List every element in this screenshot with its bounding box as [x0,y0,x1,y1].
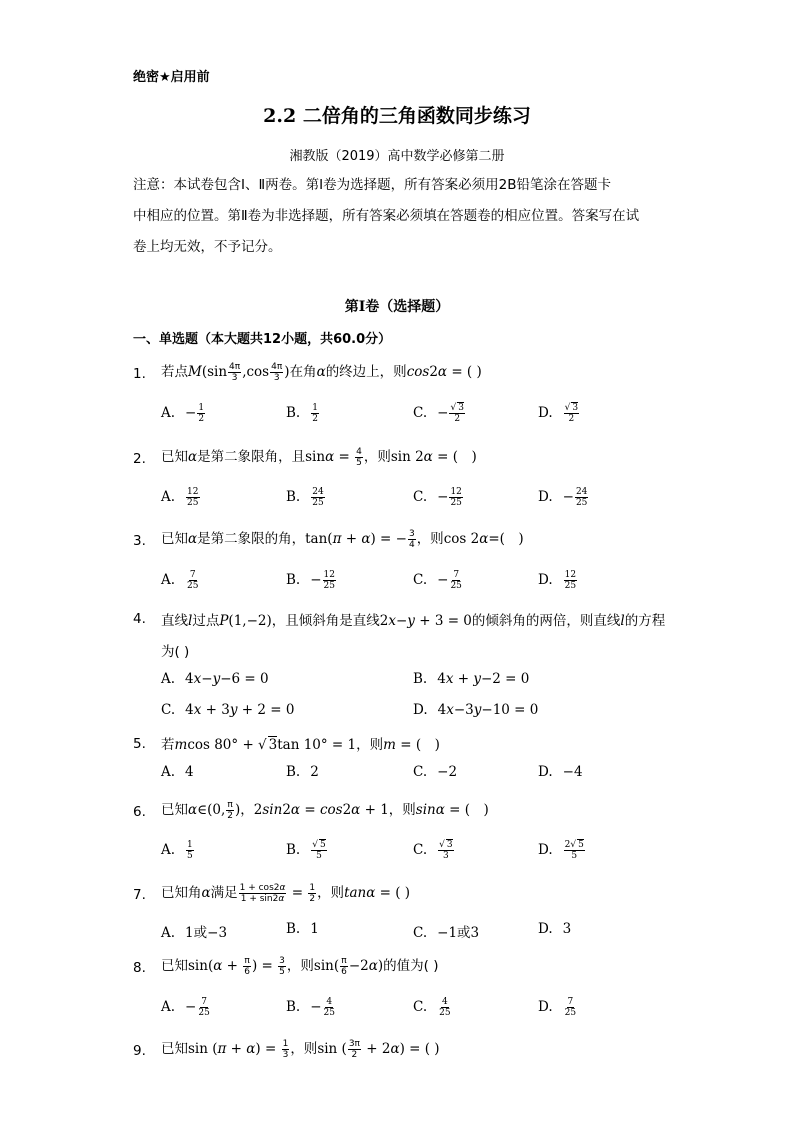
option-c[interactable]: C. −1或3 [413,925,480,941]
option-c[interactable]: C. − $\frac{12}{25}$ [413,487,462,508]
option-d[interactable]: D. −4 [538,764,583,780]
question-stem-cont: 为( ) [161,644,190,660]
question-number: 6. [133,804,146,820]
option-a[interactable]: A. $\frac{12}{25}$ [161,487,199,508]
option-c[interactable]: C. 4x + 3y + 2 = 0 [161,702,295,718]
option-b[interactable]: B. $\frac{1}{2}$ [286,403,318,424]
question-number: 4. [133,611,146,627]
option-d[interactable]: D. $\frac{√ 3}{2}$ [538,403,579,424]
question-number: 9. [133,1043,146,1059]
option-a[interactable]: A. − $\frac{7}{25}$ [161,997,210,1018]
option-d[interactable]: D. 4x−3y−10 = 0 [413,702,539,718]
question-number: 2. [133,451,146,467]
page-subtitle: 湘教版（2019）高中数学必修第二册 [289,149,505,164]
option-d[interactable]: D. − $\frac{24}{25}$ [538,487,588,508]
option-a[interactable]: A. 1或−3 [161,925,228,941]
notice-line: 中相应的位置。第Ⅱ卷为非选择题，所有答案必须填在答题卷的相应位置。答案写在试 [133,208,640,224]
option-d[interactable]: D. $\frac{12}{25}$ [538,570,577,591]
question-number: 3. [133,533,146,549]
question-stem: 已知sin (π + α) = $\frac{1}{3}$ ，则sin ( $\frac{3\pi}{2}$ + 2α) = ( ) [161,1038,440,1060]
section-title: 一、单选题（本大题共12小题，共60.0分） [133,332,392,347]
option-c[interactable]: C. − $\frac{7}{25}$ [413,570,462,591]
secret-mark: 绝密★启用前 [133,70,210,85]
option-c[interactable]: C. $\frac{√ 3}{3}$ [413,840,453,861]
question-stem: 已知α∈(0, $\frac{\pi}{2}$ )，2sin2α = cos2α + 1，则sinα = ( ) [161,799,489,821]
question-number: 5. [133,736,146,752]
option-b[interactable]: B. 2 [286,764,319,780]
exam-notice [133,170,639,263]
question-stem: 已知sin(α + $\frac{\pi}{6}$ ) = $\frac{3}{5}$ ，则sin( $\frac{\pi}{6}$ −2α)的值为( ) [161,955,439,977]
option-c[interactable]: C. $\frac{4}{25}$ [413,997,451,1018]
option-b[interactable]: B. $\frac{24}{25}$ [286,487,324,508]
option-a[interactable]: A. − $\frac{1}{2}$ [161,403,205,424]
question-number: 7. [133,887,146,903]
question-number: 8. [133,960,146,976]
option-a[interactable]: A. $\frac{1}{5}$ [161,840,193,861]
question-stem: 直线l过点P(1,−2)，且倾斜角是直线2x−y + 3 = 0的倾斜角的两倍，则直线l的方程 [161,613,666,629]
question-stem: 已知α是第二象限的角，tan(π + α) = − $\frac{3}{4}$ ，则cos 2α=( ) [161,528,524,550]
option-a[interactable]: A. 4 [161,764,194,780]
option-d[interactable]: D. $\frac{7}{25}$ [538,997,577,1018]
option-a[interactable]: A. $\frac{7}{25}$ [161,570,199,591]
option-a[interactable]: A. 4x−y−6 = 0 [161,671,269,687]
option-b[interactable]: B. − $\frac{12}{25}$ [286,570,335,591]
question-stem: 若点M(sin $\frac{4\pi}{3}$ ,cos $\frac{4\pi}{3}$ )在角α的终边上，则cos2α = ( ) [161,361,482,383]
option-d[interactable]: D. 3 [538,921,572,937]
option-c[interactable]: C. − $\frac{√ 3}{2}$ [413,403,464,424]
question-stem: 若mcos 80° + √ 3tan 10° = 1，则m = ( ) [161,737,440,753]
option-b[interactable]: B. $\frac{√ 5}{5}$ [286,840,326,861]
option-b[interactable]: B. 1 [286,921,319,937]
notice-line: 卷上均无效，不予记分。 [133,239,282,255]
option-c[interactable]: C. −2 [413,764,458,780]
option-b[interactable]: B. 4x + y−2 = 0 [413,671,530,687]
question-number: 1. [133,366,146,382]
notice-line: 注意：本试卷包含Ⅰ、Ⅱ两卷。第Ⅰ卷为选择题，所有答案必须用2B铅笔涂在答题卡 [133,177,611,193]
question-stem: 已知角α满足 $\frac{1 + \cos 2\alpha}{1 + \sin 2\alpha}$ = $\frac{1}{2}$ ，则tanα = ( ) [161,882,411,904]
page-title: 2.2 二倍角的三角函数同步练习 [263,105,531,127]
part-title: 第Ⅰ卷（选择题） [344,299,450,315]
option-d[interactable]: D. $\frac{2√ 5}{5}$ [538,840,584,861]
question-stem: 已知α是第二象限角，且sinα = $\frac{4}{5}$ ，则sin 2α = ( ) [161,446,477,468]
option-b[interactable]: B. − $\frac{4}{25}$ [286,997,335,1018]
